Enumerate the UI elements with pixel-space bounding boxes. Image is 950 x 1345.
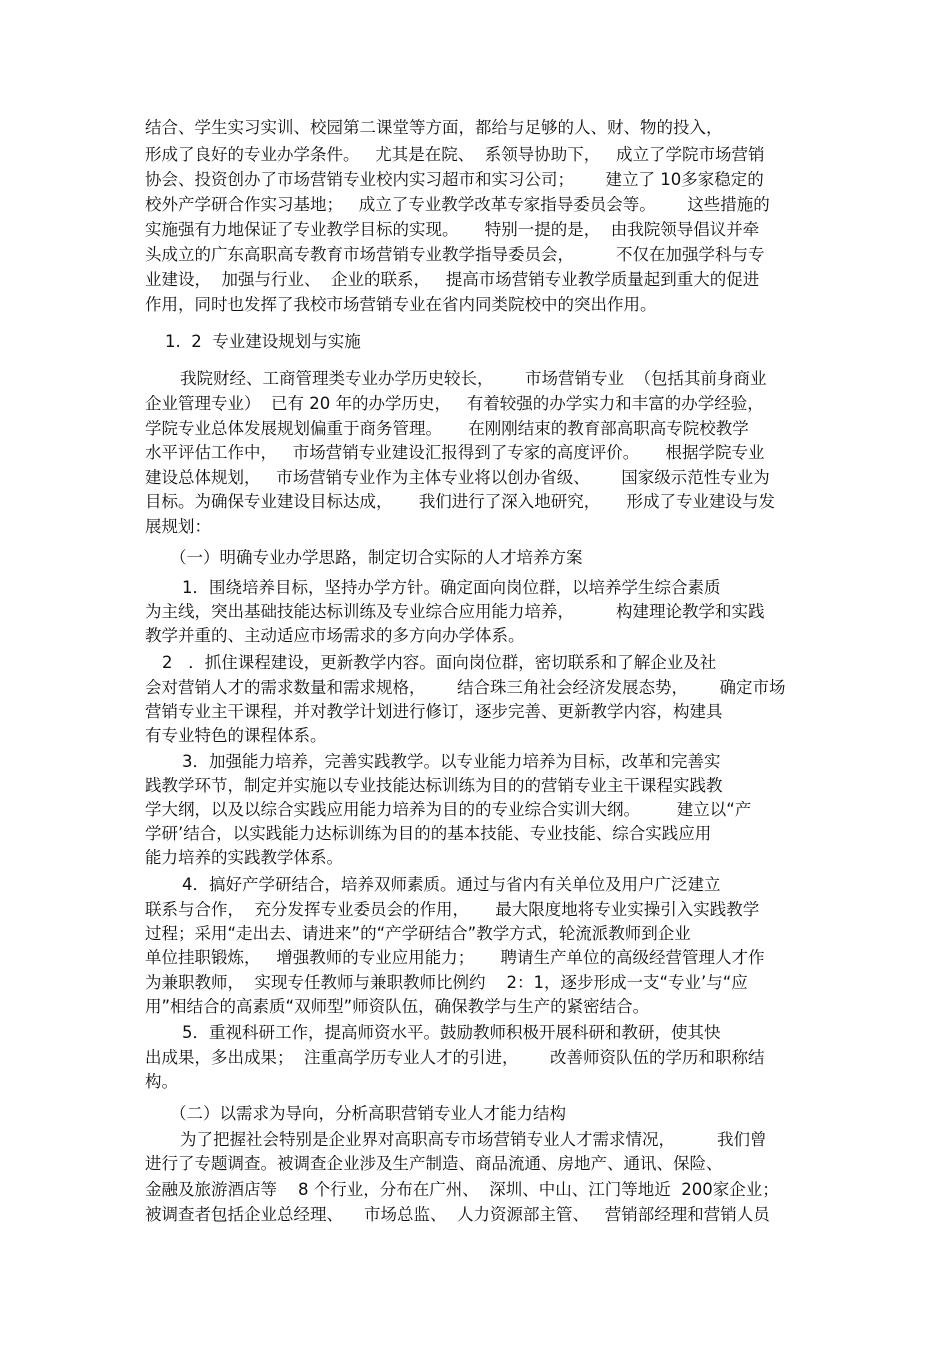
body-text-line: 3．加强能力培养，完善实践教学。以专业能力培养为目标，改革和完善实 — [182, 752, 721, 771]
body-text-line: 1．围绕培养目标，坚持办学方针。确定面向岗位群，以培养学生综合素质 — [182, 578, 721, 597]
body-text-line: 2 ．抓住课程建设，更新教学内容。面向岗位群，密切联系和了解企业及社 — [162, 653, 717, 672]
body-text-line: 学院专业总体发展规划偏重于商务管理。 在刚刚结束的教育部高职高专院校教学 — [145, 419, 749, 438]
subsection-heading: （二）以需求为导向，分析高职营销专业人才能力结构 — [170, 1104, 566, 1123]
body-text-line: 教学并重的、主动适应市场需求的多方向办学体系。 — [145, 626, 525, 645]
body-text-line: 建设总体规划， 市场营销专业作为主体专业将以创办省级、 国家级示范性专业为 — [145, 468, 770, 487]
body-text-line: 为主线，突出基础技能达标训练及专业综合应用能力培养， 构建理论教学和实践 — [145, 602, 765, 621]
body-text-line: 为兼职教师， 实现专任教师与兼职教师比例约 2：1，逐步形成一支“专业’与“应 — [145, 973, 748, 992]
body-text-line: 会对营销人才的需求数量和需求规格， 结合珠三角社会经济发展态势， 确定市场 — [145, 678, 786, 697]
body-text-line: 实施强有力地保证了专业教学目标的实现。 特别一提的是， 由我院领导倡议并牵 — [145, 220, 760, 239]
body-text-line: 出成果，多出成果； 注重高学历专业人才的引进， 改善师资队伍的学历和职称结 — [145, 1048, 765, 1067]
body-text-line: 联系与合作， 充分发挥专业委员会的作用， 最大限度地将专业实操引入实践教学 — [145, 900, 760, 919]
body-text-line: 作用，同时也发挥了我校市场营销专业在省内同类院校中的突出作用。 — [145, 295, 657, 314]
body-text-line: 协会、投资创办了市场营销专业校内实习超市和实习公司； 建立了 10多家稳定的 — [145, 170, 764, 189]
body-text-line: 营销专业主干课程，并对教学计划进行修订，逐步完善、更新教学内容，构建具 — [145, 702, 723, 721]
body-text-line: 头成立的广东高职高专教育市场营销专业教学指导委员会， 不仅在加强学科与专 — [145, 245, 765, 264]
body-text-line: 有专业特色的课程体系。 — [145, 726, 327, 745]
body-text-line: 业建设， 加强与行业、 企业的联系， 提高市场营销专业教学质量起到重大的促进 — [145, 270, 760, 289]
body-text-line: 企业管理专业） 已有 20 年的办学历史， 有着较强的办学实力和丰富的办学经验， — [145, 394, 764, 413]
body-text-line: 形成了良好的专业办学条件。 尤其是在院、 系领导协助下， 成立了学院市场营销 — [145, 145, 765, 164]
body-text-line: 践教学环节，制定并实施以专业技能达标训练为目的的营销专业主干课程实践教 — [145, 776, 723, 795]
body-text-line: 为了把握社会特别是企业界对高职高专市场营销专业人才需求情况， 我们曾 — [180, 1130, 767, 1149]
body-text-line: 4．搞好产学研结合，培养双师素质。通过与省内有关单位及用户广泛建立 — [182, 875, 721, 894]
body-text-line: 用”相结合的高素质“双师型”师资队伍，确保教学与生产的紧密结合。 — [145, 997, 650, 1016]
body-text-line: 展规划： — [145, 517, 211, 536]
body-text-line: 我院财经、工商管理类专业办学历史较长， 市场营销专业 （包括其前身商业 — [180, 369, 767, 388]
body-text-line: 目标。为确保专业建设目标达成， 我们进行了深入地研究， 形成了专业建设与发 — [145, 492, 775, 511]
body-text-line: 结合、学生实习实训、校园第二课堂等方面，都给与足够的人、财、物的投入， — [145, 118, 723, 137]
body-text-line: 5．重视科研工作，提高师资水平。鼓励教师积极开展科研和教研，使其快 — [182, 1023, 721, 1042]
body-text-line: 水平评估工作中， 市场营销专业建设汇报得到了专家的高度评价。 根据学院专业 — [145, 443, 765, 462]
body-text-line: 过程；采用“走出去、请进来”的“产学研结合”教学方式，轮流派教师到企业 — [145, 924, 691, 943]
section-heading: 1. 2 专业建设规划与实施 — [165, 332, 361, 351]
body-text-line: 学研’结合，以实践能力达标训练为目的的基本技能、专业技能、综合实践应用 — [145, 824, 712, 843]
body-text-line: 进行了专题调查。被调查企业涉及生产制造、商品流通、房地产、通讯、保险、 — [145, 1154, 723, 1173]
body-text-line: 学大纲，以及以综合实践应用能力培养为目的的专业综合实训大纲。 建立以“产 — [145, 800, 752, 819]
body-text-line: 金融及旅游酒店等 8 个行业，分布在广州、 深圳、中山、江门等地近 200家企业； — [145, 1180, 779, 1199]
body-text-line: 单位挂职锻炼， 增强教师的专业应用能力； 聘请生产单位的高级经营管理人才作 — [145, 948, 765, 967]
subsection-heading: （一）明确专业办学思路，制定切合实际的人才培养方案 — [170, 548, 583, 567]
body-text-line: 能力培养的实践教学体系。 — [145, 848, 343, 867]
body-text-line: 被调查者包括企业总经理、 市场总监、 人力资源部主管、 营销部经理和营销人员 — [145, 1205, 770, 1224]
body-text-line: 构。 — [145, 1072, 178, 1091]
body-text-line: 校外产学研合作实习基地； 成立了专业教学改革专家指导委员会等。 这些措施的 — [145, 195, 770, 214]
